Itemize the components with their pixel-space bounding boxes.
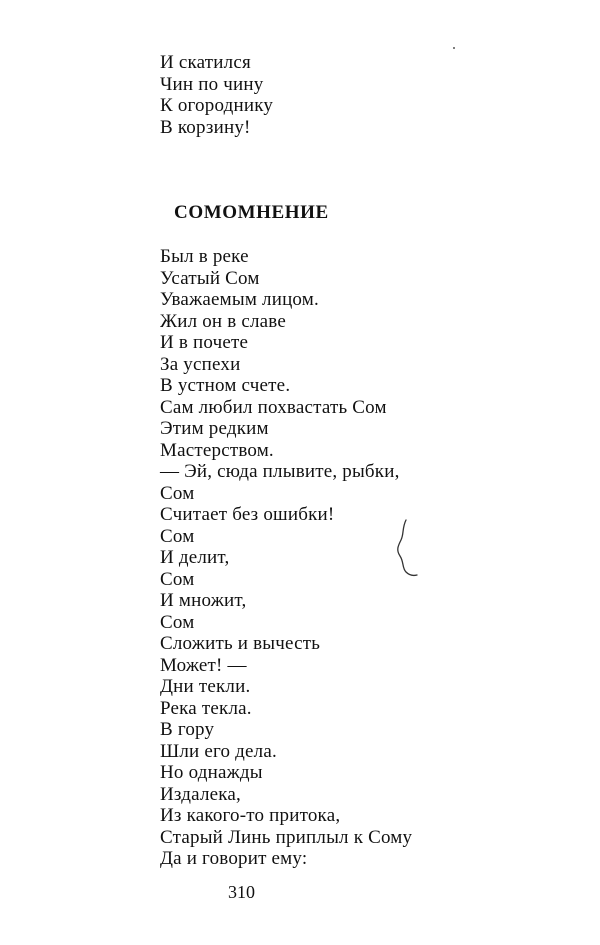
poem-body: [160, 246, 412, 870]
poem-line: — Эй, сюда плывите, рыбки,: [160, 461, 400, 482]
poem-line: Из какого-то притока,: [160, 805, 341, 826]
poem-line: Сложить и вычесть: [160, 633, 321, 654]
poem-line: Жил он в славе: [160, 310, 287, 332]
poem-line: Старый Линь приплыл к Сому: [160, 826, 413, 848]
poem-line: И скатился: [160, 52, 251, 73]
poem-line: Дни текли.: [160, 676, 251, 697]
poem-line: Сам любил похвастать Сом: [160, 396, 387, 418]
pencil-bracket-mark: [392, 518, 422, 578]
poem-line: Усатый Сом: [160, 267, 260, 289]
poem-line: Да и говорит ему:: [160, 848, 308, 869]
poem-line: Мастерством.: [160, 439, 274, 461]
poem-line: В гору: [160, 719, 215, 740]
poem-line: За успехи: [160, 353, 241, 375]
poem-title: СОМОМНЕНИЕ: [174, 202, 329, 223]
poem-line: Уважаемым лицом.: [160, 289, 319, 310]
poem-line: Этим редким: [160, 418, 269, 439]
paper-speck: [453, 47, 455, 49]
poem-line: Издалека,: [160, 783, 241, 805]
poem-line: К огороднику: [160, 95, 274, 116]
poem-line: И множит,: [160, 590, 247, 611]
poem-line: Сом: [160, 482, 195, 504]
poem-line: Был в реке: [160, 246, 249, 267]
poem-line: Чин по чину: [160, 73, 264, 95]
poem-line: Шли его дела.: [160, 740, 277, 762]
page-number: 310: [228, 882, 255, 902]
poem-line: И в почете: [160, 332, 249, 353]
poem-line: Но однажды: [160, 762, 263, 783]
poem-line: Считает без ошибки!: [160, 504, 335, 525]
poem-line: Сом: [160, 568, 195, 590]
poem-line: Может! —: [160, 654, 247, 676]
poem-line: Река текла.: [160, 697, 252, 719]
poem-line: И делит,: [160, 547, 230, 568]
previous-poem-ending: [160, 52, 273, 138]
poem-line: В корзину!: [160, 116, 251, 138]
poem-line: Сом: [160, 525, 195, 547]
poem-line: В устном счете.: [160, 375, 291, 396]
poem-line: Сом: [160, 611, 195, 633]
